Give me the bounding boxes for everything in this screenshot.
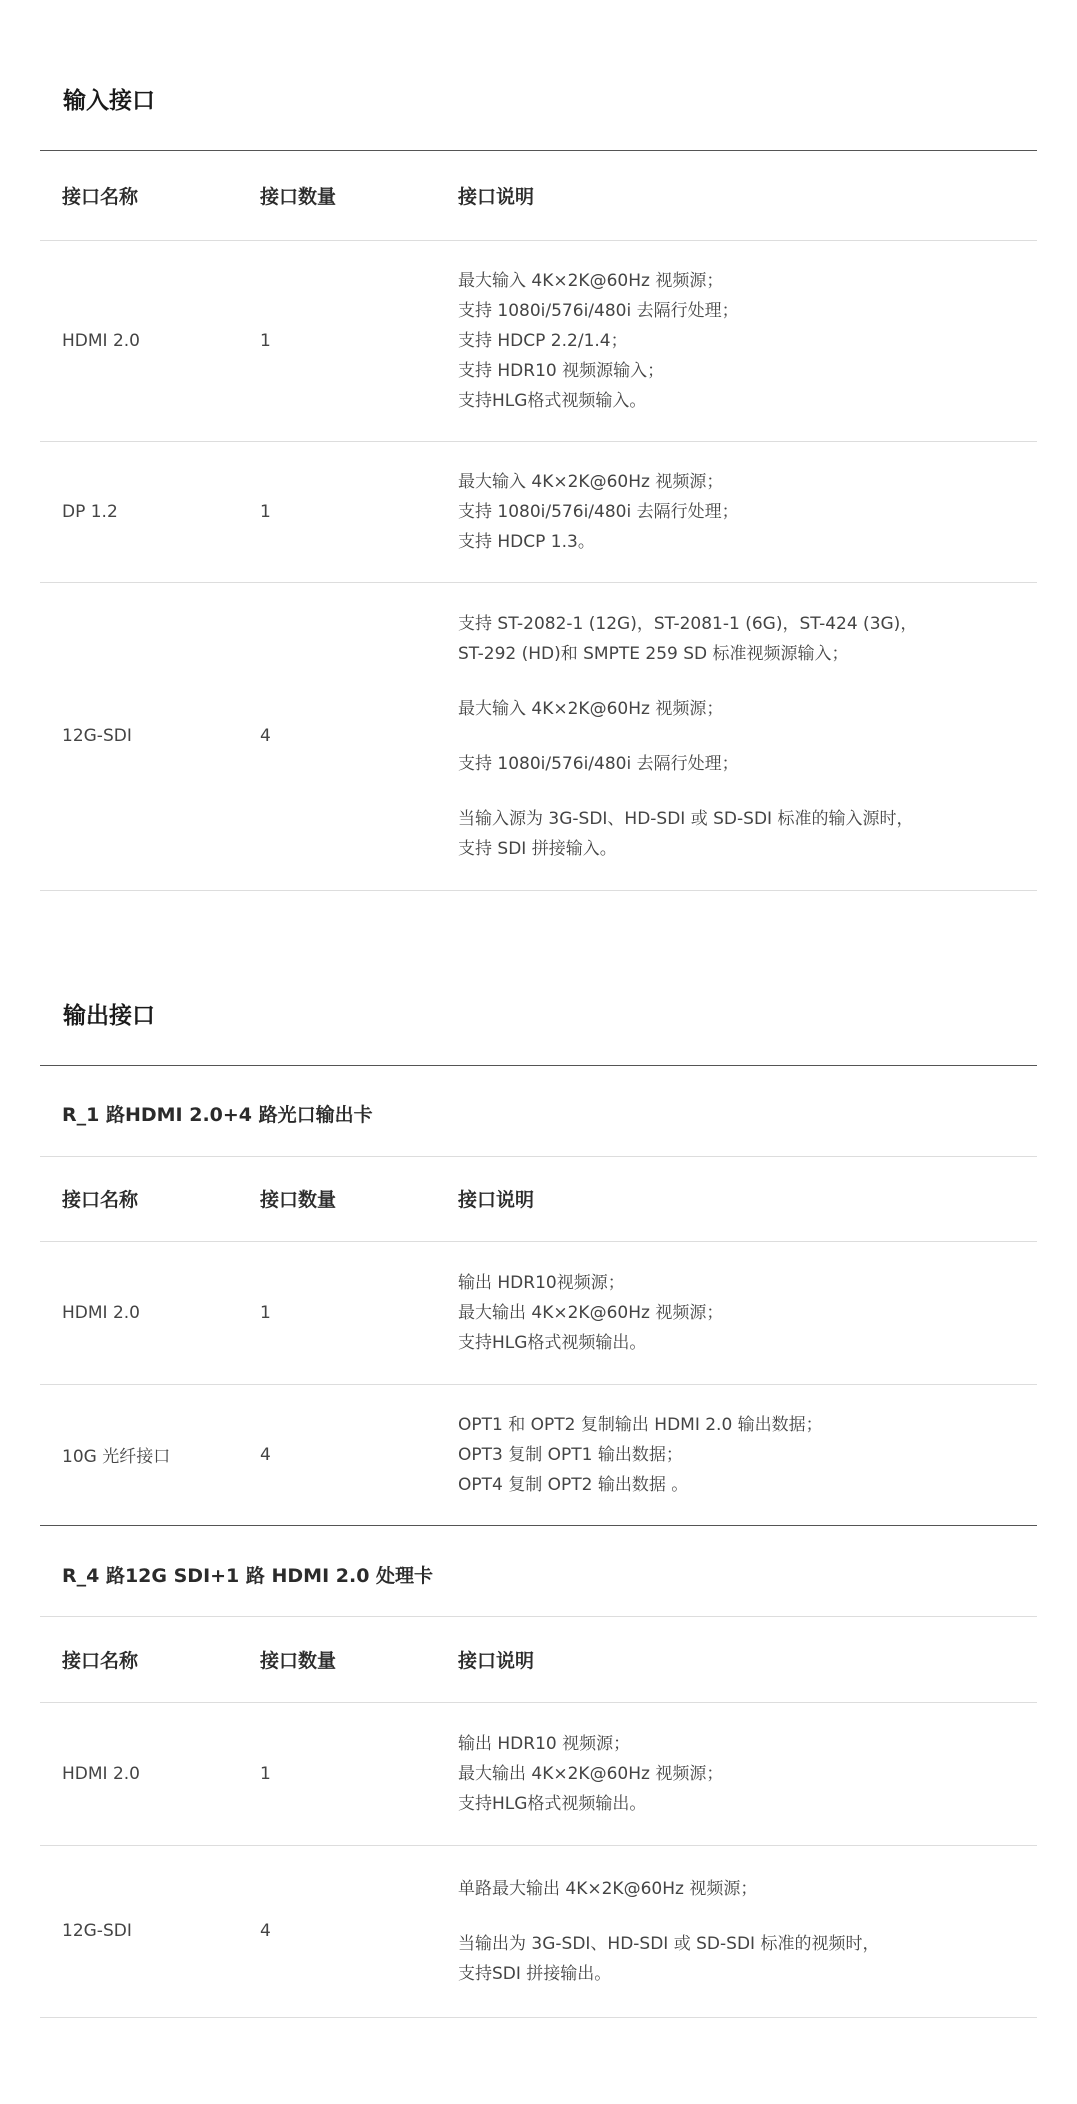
desc-line: 支持HLG格式视频输出。 xyxy=(458,1332,647,1353)
column-header-desc: 接口说明 xyxy=(458,1189,535,1211)
desc-line: 支持 SDI 拼接输入。 xyxy=(458,838,617,859)
desc-line: ST-292 (HD)和 SMPTE 259 SD 标准视频源输入； xyxy=(458,643,849,664)
input-table-header xyxy=(40,150,1037,240)
input-section-title: 输入接口 xyxy=(63,88,155,114)
interface-name: 12G-SDI xyxy=(62,1921,132,1941)
interface-count: 1 xyxy=(260,1302,271,1323)
interface-name: DP 1.2 xyxy=(62,501,118,522)
desc-line: 最大输入 4K×2K@60Hz 视频源； xyxy=(458,471,724,492)
interface-name: HDMI 2.0 xyxy=(62,330,140,351)
table-row xyxy=(40,582,1037,890)
interface-desc xyxy=(458,1384,1037,1525)
interface-desc xyxy=(458,240,1037,441)
divider xyxy=(40,1065,1037,1066)
card-title: R_1 路HDMI 2.0+4 路光口输出卡 xyxy=(62,1104,373,1126)
desc-line: 最大输入 4K×2K@60Hz 视频源； xyxy=(458,270,724,291)
divider xyxy=(40,890,1037,891)
desc-line: 支持 HDCP 2.2/1.4； xyxy=(458,330,628,351)
interface-name: 12G-SDI xyxy=(62,726,132,746)
desc-line: 支持 ST-2082-1 (12G)，ST-2081-1 (6G)，ST-424 (3G)， xyxy=(458,613,918,634)
interface-count: 4 xyxy=(260,1921,271,1941)
column-header-count: 接口数量 xyxy=(260,185,337,208)
interface-desc xyxy=(458,1241,1037,1384)
desc-line: 支持 HDCP 1.3。 xyxy=(458,531,595,552)
divider xyxy=(40,1525,1037,1526)
table-row xyxy=(40,240,1037,441)
desc-line: OPT4 复制 OPT2 输出数据 。 xyxy=(458,1474,689,1495)
card-title: R_4 路12G SDI+1 路 HDMI 2.0 处理卡 xyxy=(62,1565,434,1587)
interface-name: HDMI 2.0 xyxy=(62,1763,140,1784)
interface-name: 10G 光纤接口 xyxy=(62,1447,171,1467)
desc-line: 支持HLG格式视频输入。 xyxy=(458,390,647,411)
desc-line: 最大输入 4K×2K@60Hz 视频源； xyxy=(458,698,724,719)
column-header-count: 接口数量 xyxy=(260,1189,337,1211)
desc-line: 支持 HDR10 视频源输入； xyxy=(458,360,665,381)
desc-line: 支持HLG格式视频输出。 xyxy=(458,1793,647,1814)
interface-desc xyxy=(458,1845,1037,2017)
desc-line: 支持 1080i/576i/480i 去隔行处理； xyxy=(458,753,739,774)
desc-line: 当输出为 3G-SDI、HD-SDI 或 SD-SDI 标准的视频时， xyxy=(458,1933,880,1954)
card1-table-header xyxy=(40,1156,1037,1241)
table-row xyxy=(40,1384,1037,1525)
divider xyxy=(40,2017,1037,2018)
column-header-name: 接口名称 xyxy=(62,1649,139,1672)
desc-line: 最大输出 4K×2K@60Hz 视频源； xyxy=(458,1302,724,1323)
desc-line: 输出 HDR10视频源； xyxy=(458,1272,625,1293)
interface-desc xyxy=(458,441,1037,582)
table-row xyxy=(40,1845,1037,2017)
interface-count: 1 xyxy=(260,330,271,351)
desc-line: 支持SDI 拼接输出。 xyxy=(458,1963,612,1984)
card2-table-header xyxy=(40,1616,1037,1702)
column-header-desc: 接口说明 xyxy=(458,185,535,208)
output-section-title: 输出接口 xyxy=(63,1003,155,1029)
desc-line: OPT3 复制 OPT1 输出数据； xyxy=(458,1444,683,1465)
desc-line: 当输入源为 3G-SDI、HD-SDI 或 SD-SDI 标准的输入源时， xyxy=(458,808,914,829)
desc-line: 支持 1080i/576i/480i 去隔行处理； xyxy=(458,300,739,321)
column-header-desc: 接口说明 xyxy=(458,1649,535,1672)
desc-line: 支持 1080i/576i/480i 去隔行处理； xyxy=(458,501,739,522)
interface-count: 4 xyxy=(260,1444,271,1465)
table-row xyxy=(40,1702,1037,1845)
interface-desc xyxy=(458,582,1037,890)
interface-count: 1 xyxy=(260,501,271,522)
table-row xyxy=(40,441,1037,582)
desc-line: 输出 HDR10 视频源； xyxy=(458,1733,631,1754)
column-header-name: 接口名称 xyxy=(62,1189,139,1211)
desc-line: 最大输出 4K×2K@60Hz 视频源； xyxy=(458,1763,724,1784)
desc-line: OPT1 和 OPT2 复制输出 HDMI 2.0 输出数据； xyxy=(458,1414,823,1435)
column-header-count: 接口数量 xyxy=(260,1649,337,1672)
desc-line: 单路最大输出 4K×2K@60Hz 视频源； xyxy=(458,1878,758,1899)
interface-count: 4 xyxy=(260,726,271,746)
table-row xyxy=(40,1241,1037,1384)
column-header-name: 接口名称 xyxy=(62,185,139,208)
interface-count: 1 xyxy=(260,1763,271,1784)
interface-name: HDMI 2.0 xyxy=(62,1302,140,1323)
interface-desc xyxy=(458,1702,1037,1845)
